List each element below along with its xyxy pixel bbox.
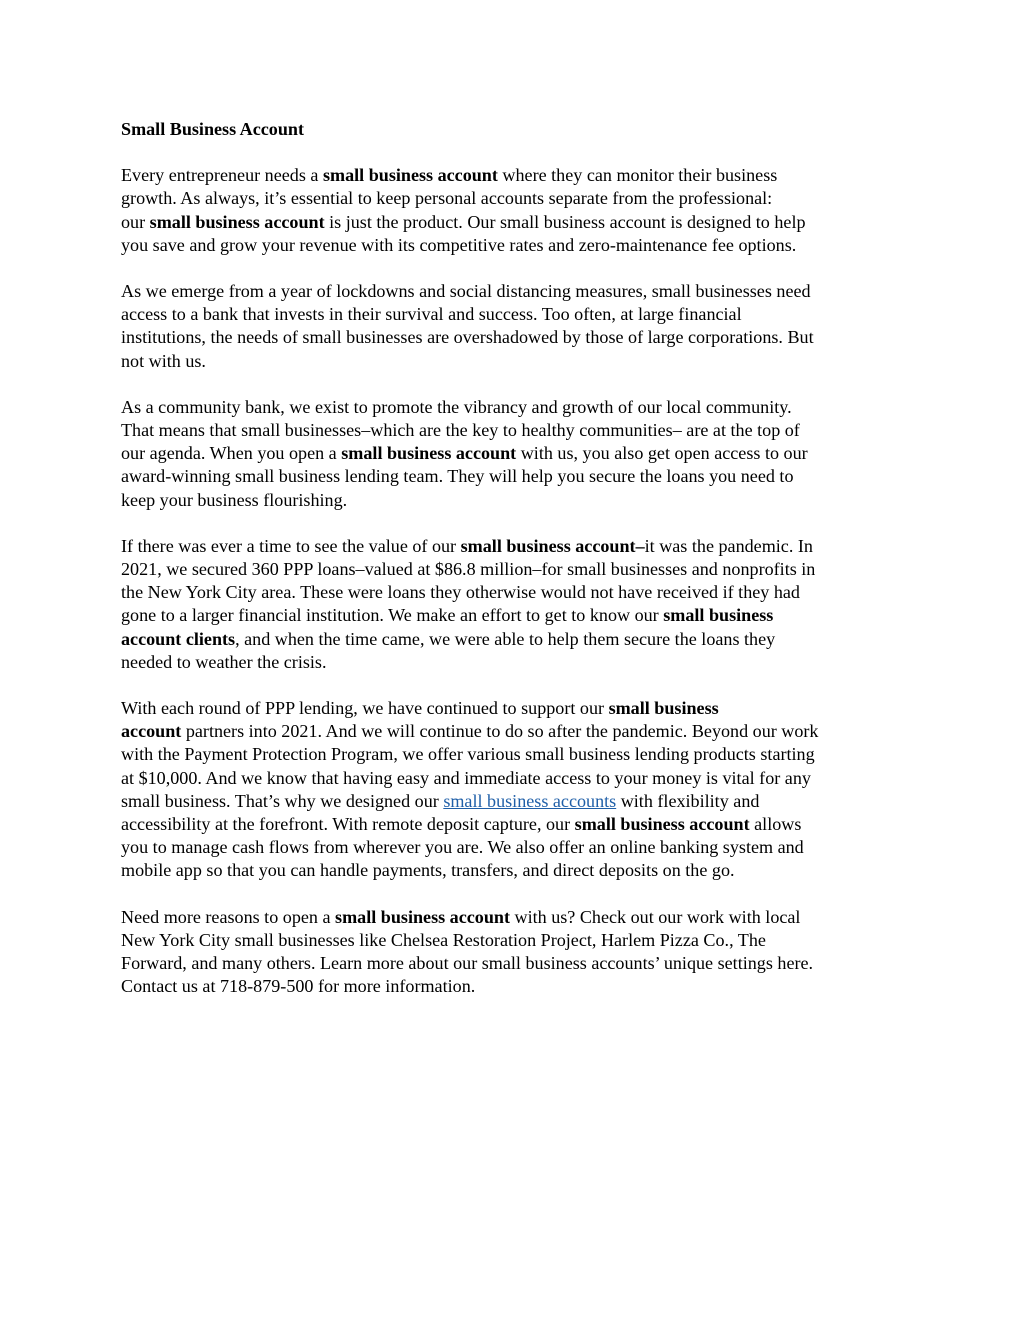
text-line bbox=[121, 790, 911, 813]
text-line bbox=[121, 326, 911, 349]
text-span: not with us. bbox=[121, 350, 206, 371]
text-span: you save and grow your revenue with its competitive rates and zero-maintenance fee options. bbox=[121, 234, 797, 255]
text-line bbox=[121, 975, 911, 998]
text-span: As a community bank, we exist to promote the vibrancy and growth of our local community. bbox=[121, 396, 792, 417]
text-line bbox=[121, 396, 911, 419]
text-span: small business. That’s why we designed our bbox=[121, 790, 444, 811]
text-span: it was the pandemic. In bbox=[644, 535, 813, 556]
bold-text: account bbox=[121, 721, 182, 742]
text-line bbox=[121, 489, 911, 512]
text-span: the New York City area. These were loans they otherwise would not have received if they had bbox=[121, 582, 800, 603]
document-body bbox=[121, 164, 911, 998]
text-span: with the Payment Protection Program, we offer various small business lending products starting bbox=[121, 744, 815, 765]
text-span: New York City small businesses like Chelsea Restoration Project, Harlem Pizza Co., The bbox=[121, 929, 766, 950]
text-line bbox=[121, 234, 911, 257]
text-span: mobile app so that you can handle payments, transfers, and direct deposits on the go. bbox=[121, 860, 735, 881]
text-span: , and when the time came, we were able to help them secure the loans they bbox=[235, 628, 776, 649]
text-line bbox=[121, 813, 911, 836]
text-span: accessibility at the forefront. With remote deposit capture, our bbox=[121, 814, 575, 835]
text-span: gone to a larger financial institution. We make an effort to get to know our bbox=[121, 605, 664, 626]
text-span: needed to weather the crisis. bbox=[121, 651, 327, 672]
text-line bbox=[121, 303, 911, 326]
bold-text: small business account bbox=[341, 443, 517, 464]
bold-text: small business account bbox=[574, 814, 750, 835]
text-span: As we emerge from a year of lockdowns and social distancing measures, small businesses need bbox=[121, 281, 811, 302]
paragraph bbox=[121, 280, 911, 373]
bold-text: small business bbox=[663, 605, 774, 626]
text-line bbox=[121, 465, 911, 488]
text-span: partners into 2021. And we will continue to do so after the pandemic. Beyond our work bbox=[181, 721, 819, 742]
text-span: 2021, we secured 360 PPP loans–valued at $86.8 million–for small businesses and nonprofits in bbox=[121, 559, 816, 580]
text-span: growth. As always, it’s essential to keep personal accounts separate from the professional: bbox=[121, 188, 773, 209]
text-span: With each round of PPP lending, we have continued to support our bbox=[121, 698, 609, 719]
text-line bbox=[121, 604, 911, 627]
small-business-accounts-link[interactable]: small business accounts bbox=[443, 790, 617, 811]
text-span: If there was ever a time to see the value of our bbox=[121, 535, 461, 556]
text-span: Need more reasons to open a bbox=[121, 906, 336, 927]
text-line bbox=[121, 581, 911, 604]
bold-text: small business account bbox=[149, 211, 325, 232]
bold-text: small business account– bbox=[460, 535, 645, 556]
text-span: keep your business flourishing. bbox=[121, 489, 348, 510]
text-line bbox=[121, 558, 911, 581]
text-line bbox=[121, 628, 911, 651]
text-span: our bbox=[121, 211, 150, 232]
text-line bbox=[121, 280, 911, 303]
text-span: with us? Check out our work with local bbox=[510, 906, 801, 927]
text-span: where they can monitor their business bbox=[497, 165, 778, 186]
text-line bbox=[121, 859, 911, 882]
text-line bbox=[121, 697, 911, 720]
document-page bbox=[121, 118, 911, 1022]
text-span: with flexibility and bbox=[616, 790, 760, 811]
bold-text: small business bbox=[608, 698, 719, 719]
text-span: at $10,000. And we know that having easy and immediate access to your money is vital for any bbox=[121, 767, 811, 788]
text-line bbox=[121, 952, 911, 975]
paragraph bbox=[121, 396, 911, 512]
text-line bbox=[121, 211, 911, 234]
text-line bbox=[121, 651, 911, 674]
text-span: access to a bank that invests in their survival and success. Too often, at large financial bbox=[121, 304, 742, 325]
text-span: Every entrepreneur needs a bbox=[121, 165, 323, 186]
text-line bbox=[121, 720, 911, 743]
text-span: institutions, the needs of small businesses are overshadowed by those of large corporations. But bbox=[121, 327, 814, 348]
text-line bbox=[121, 442, 911, 465]
paragraph bbox=[121, 164, 911, 257]
text-span: is just the product. Our small business account is designed to help bbox=[324, 211, 806, 232]
text-span: you to manage cash flows from wherever you are. We also offer an online banking system and bbox=[121, 837, 804, 858]
text-span: award-winning small business lending team. They will help you secure the loans you need to bbox=[121, 466, 794, 487]
paragraph bbox=[121, 535, 911, 674]
text-span: That means that small businesses–which are the key to healthy communities– are at the top of bbox=[121, 420, 800, 441]
text-line bbox=[121, 164, 911, 187]
bold-text: small business account bbox=[335, 906, 510, 927]
text-line bbox=[121, 350, 911, 373]
document-title: Small Business Account bbox=[121, 119, 304, 139]
bold-text: small business account bbox=[322, 165, 498, 186]
text-span: allows bbox=[749, 814, 802, 835]
text-line bbox=[121, 929, 911, 952]
text-span: with us, you also get open access to our bbox=[516, 443, 808, 464]
text-line bbox=[121, 743, 911, 766]
paragraph bbox=[121, 906, 911, 999]
text-line bbox=[121, 187, 911, 210]
text-span: Forward, and many others. Learn more about our small business accounts’ unique settings here. bbox=[121, 953, 814, 974]
text-line bbox=[121, 836, 911, 859]
text-line bbox=[121, 906, 911, 929]
text-line bbox=[121, 767, 911, 790]
bold-text: account clients bbox=[121, 628, 236, 649]
paragraph bbox=[121, 697, 911, 883]
text-line bbox=[121, 535, 911, 558]
text-span: our agenda. When you open a bbox=[121, 443, 342, 464]
text-line bbox=[121, 419, 911, 442]
text-span: Contact us at 718-879-500 for more information. bbox=[121, 976, 476, 997]
